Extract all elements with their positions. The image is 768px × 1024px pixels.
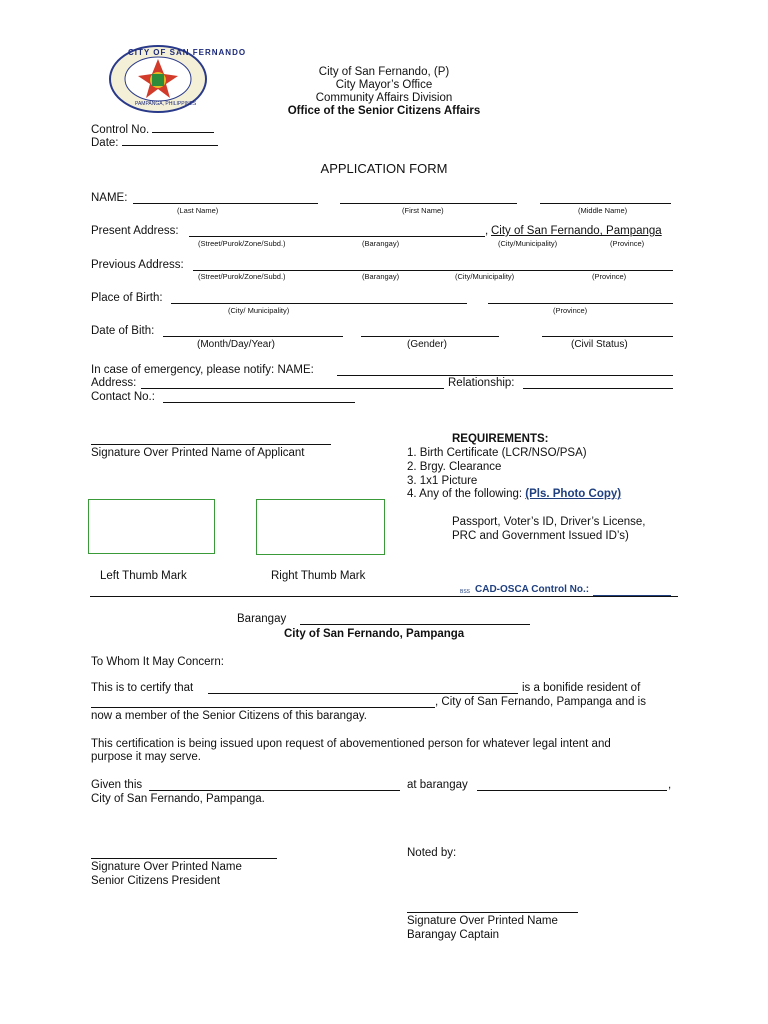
pob-province-caption: (Province) <box>553 306 588 315</box>
present-province-caption: (Province) <box>610 239 645 248</box>
right-thumb-box[interactable] <box>256 499 385 555</box>
applicant-signature-line[interactable] <box>91 433 331 445</box>
cad-osca-label: CAD-OSCA Control No.: <box>475 584 590 595</box>
captain-title: Barangay Captain <box>407 929 500 941</box>
present-address-field[interactable] <box>189 225 485 237</box>
cad-tiny-mark: BSS <box>460 589 471 595</box>
previous-province-caption: (Province) <box>592 272 627 281</box>
pob-city-caption: (City/ Municipality) <box>228 306 290 315</box>
noted-by-label: Noted by: <box>407 847 457 859</box>
name-label: NAME: <box>91 192 128 204</box>
last-name-caption: (Last Name) <box>177 206 219 215</box>
left-thumb-box[interactable] <box>88 499 215 554</box>
requirement-item-2: 2. Brgy. Clearance <box>407 461 502 473</box>
place-of-birth-label: Place of Birth: <box>91 292 163 304</box>
relationship-field[interactable] <box>523 377 673 389</box>
form-title: APPLICATION FORM <box>320 161 448 176</box>
last-name-field[interactable] <box>133 192 318 204</box>
pob-city-field[interactable] <box>171 292 467 304</box>
header-line-3: Community Affairs Division <box>315 92 453 104</box>
present-street-caption: (Street/Purok/Zone/Subd.) <box>198 239 286 248</box>
previous-city-caption: (City/Municipality) <box>455 272 515 281</box>
cert-p1-line2-end: , City of San Fernando, Pampanga and is <box>435 696 646 708</box>
given-barangay-field[interactable] <box>477 779 667 791</box>
requirement-item-4-text: 4. Any of the following: <box>407 488 523 500</box>
captain-signature-line[interactable] <box>407 901 578 913</box>
header-line-1: City of San Fernando, (P) <box>318 66 450 78</box>
president-title: Senior Citizens President <box>91 875 221 887</box>
seal-text-top: CITY OF SAN FERNANDO <box>128 48 247 57</box>
section-divider <box>90 596 678 597</box>
greeting: To Whom It May Concern: <box>91 656 224 668</box>
cert-p2-line1: This certification is being issued upon request of abovementioned person for whatever legal intent and <box>91 738 611 750</box>
middle-name-field[interactable] <box>540 192 671 204</box>
previous-barangay-caption: (Barangay) <box>362 272 400 281</box>
barangay-label: Barangay <box>237 613 287 625</box>
pob-province-field[interactable] <box>488 292 673 304</box>
president-signature-line[interactable] <box>91 847 277 859</box>
dob-field[interactable] <box>163 325 343 337</box>
date-field[interactable] <box>122 134 218 146</box>
present-city: City of San Fernando, Pampanga <box>491 225 662 237</box>
present-address-comma: , <box>485 225 489 237</box>
control-no-label: Control No. <box>91 124 150 136</box>
president-signature-caption: Signature Over Printed Name <box>91 861 242 873</box>
cert-p1-end: is a bonifide resident of <box>522 682 641 694</box>
captain-signature-caption: Signature Over Printed Name <box>407 915 558 927</box>
gender-field[interactable] <box>361 325 499 337</box>
ids-line-2: PRC and Government Issued ID’s) <box>452 530 629 542</box>
certification-city: City of San Fernando, Pampanga <box>284 628 465 640</box>
emergency-address-label: Address: <box>91 377 137 389</box>
contact-field[interactable] <box>163 391 355 403</box>
requirements-title: REQUIREMENTS: <box>452 433 549 445</box>
seal-text-bottom: PAMPANGA, PHILIPPINES <box>135 101 197 107</box>
cad-osca-field[interactable] <box>593 584 671 596</box>
relationship-label: Relationship: <box>448 377 515 389</box>
date-row <box>91 134 218 149</box>
present-address-label: Present Address: <box>91 225 179 237</box>
emergency-name-field[interactable] <box>337 364 673 376</box>
previous-street-caption: (Street/Purok/Zone/Subd.) <box>198 272 286 281</box>
gender-caption: (Gender) <box>407 339 448 350</box>
date-of-birth-label: Date of Bith: <box>91 325 155 337</box>
cert-p1-line3: now a member of the Senior Citizens of this barangay. <box>91 710 367 722</box>
applicant-signature-caption: Signature Over Printed Name of Applicant <box>91 447 305 459</box>
left-thumb-label: Left Thumb Mark <box>100 570 187 582</box>
photocopy-note: (Pls. Photo Copy) <box>525 488 622 500</box>
cert-p1-start: This is to certify that <box>91 682 194 694</box>
dob-caption: (Month/Day/Year) <box>197 339 275 350</box>
present-city-caption: (City/Municipality) <box>498 239 558 248</box>
first-name-field[interactable] <box>340 192 517 204</box>
given-date-field[interactable] <box>149 779 400 791</box>
right-thumb-label: Right Thumb Mark <box>271 570 366 582</box>
given-line-2: City of San Fernando, Pampanga. <box>91 793 265 805</box>
requirement-item-1: 1. Birth Certificate (LCR/NSO/PSA) <box>407 447 587 459</box>
ids-line-1: Passport, Voter’s ID, Driver’s License, <box>452 516 646 528</box>
resident-barangay-field[interactable] <box>91 696 435 708</box>
requirement-item-4 <box>407 488 621 500</box>
requirement-item-3: 3. 1x1 Picture <box>407 475 478 487</box>
emergency-label: In case of emergency, please notify: NAME: <box>91 364 314 376</box>
emergency-address-field[interactable] <box>141 377 444 389</box>
at-barangay-label: at barangay <box>407 779 468 791</box>
date-label: Date: <box>91 137 119 149</box>
contact-label: Contact No.: <box>91 391 155 403</box>
present-barangay-caption: (Barangay) <box>362 239 400 248</box>
middle-name-caption: (Middle Name) <box>578 206 628 215</box>
header-line-2: City Mayor’s Office <box>335 79 433 91</box>
cert-p2-line2: purpose it may serve. <box>91 751 201 763</box>
certified-person-field[interactable] <box>208 682 518 694</box>
control-no-field[interactable] <box>152 121 214 133</box>
given-label: Given this <box>91 779 143 791</box>
civil-status-caption: (Civil Status) <box>571 339 628 350</box>
civil-status-field[interactable] <box>542 325 673 337</box>
given-end-comma: , <box>668 779 672 791</box>
previous-address-field[interactable] <box>193 259 673 271</box>
header-line-4: Office of the Senior Citizens Affairs <box>287 105 481 117</box>
barangay-field[interactable] <box>300 613 530 625</box>
previous-address-label: Previous Address: <box>91 259 184 271</box>
first-name-caption: (First Name) <box>402 206 444 215</box>
